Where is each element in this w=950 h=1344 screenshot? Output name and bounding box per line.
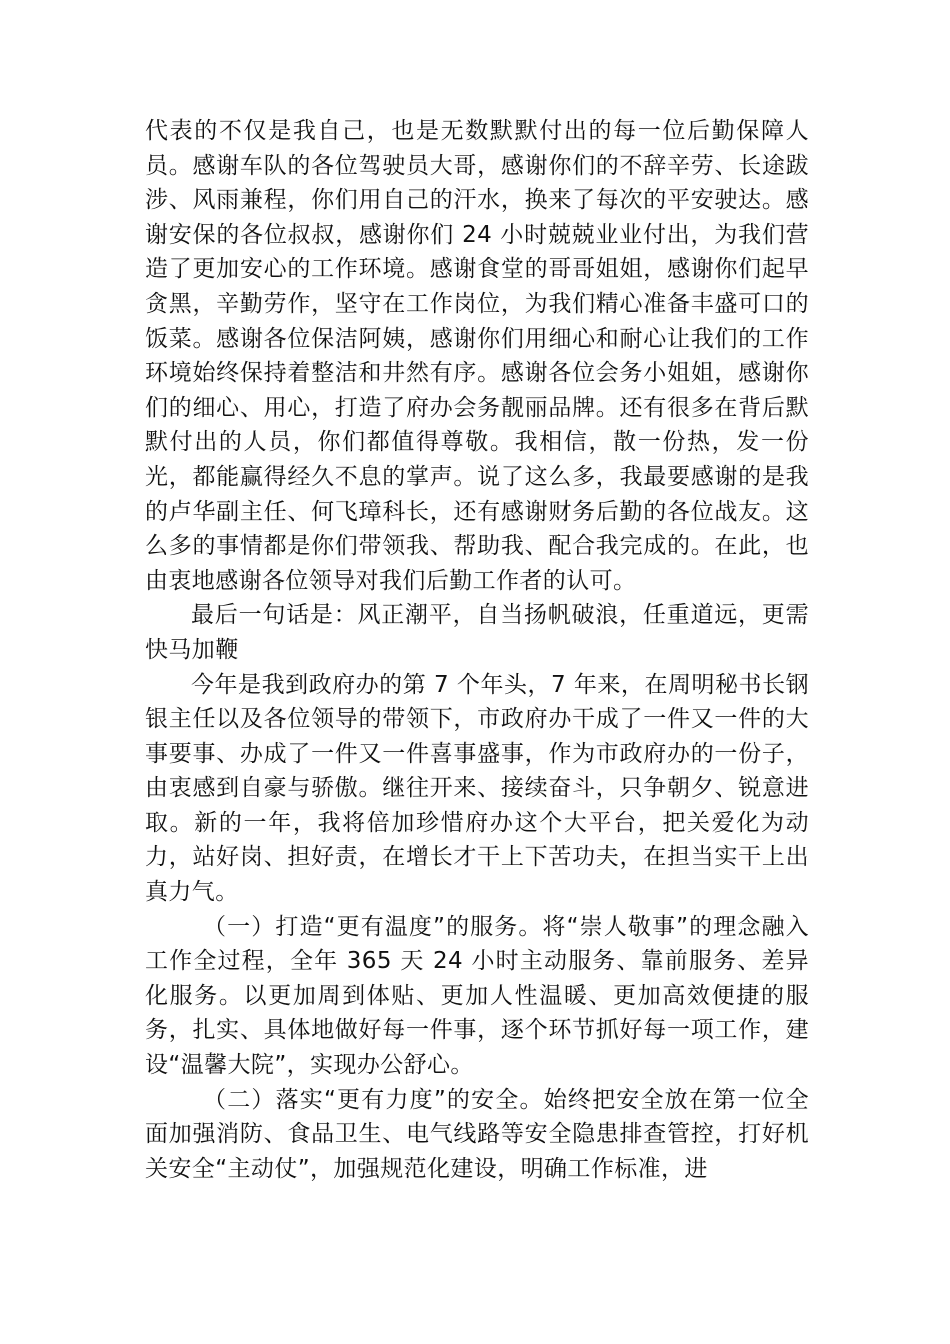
paragraph-seven-years: 今年是我到政府办的第 7 个年头，7 年来，在周明秘书长钢银主任以及各位领导的带领下，市政府办干成了一件又一件的大事要事、办成了一件又一件喜事盛事，作为市政府办的一份子，由衷感到自豪与骄傲。继往开来、接续奋斗，只争朝夕、锐意进取。新的一年，我将倍加珍惜府办这个大平台，把关爱化为动力，站好岗、担好责，在增长才干上下苦功夫，在担当实干上出真力气。: [145, 671, 809, 906]
paragraph-closing-line: 最后一句话是：风正潮平，自当扬帆破浪，任重道远，更需快马加鞭: [145, 602, 809, 663]
document-body: [145, 114, 809, 1186]
paragraph-thanks: 代表的不仅是我自己，也是无数默默付出的每一位后勤保障人员。感谢车队的各位驾驶员大哥，感谢你们的不辞辛劳、长途跋涉、风雨兼程，你们用自己的汗水，换来了每次的平安驶达。感谢安保的各位叔叔，感谢你们 24 小时兢兢业业付出，为我们营造了更加安心的工作环境。感谢食堂的哥哥姐姐，感谢你们起早贪黑，辛勤劳作，坚守在工作岗位，为我们精心准备丰盛可口的饭菜。感谢各位保洁阿姨，感谢你们用细心和耐心让我们的工作环境始终保持着整洁和井然有序。感谢各位会务小姐姐，感谢你们的细心、用心，打造了府办会务靓丽品牌。还有很多在背后默默付出的人员，你们都值得尊敬。我相信，散一份热，发一份光，都能赢得经久不息的掌声。说了这么多，我最要感谢的是我的卢华副主任、何飞璋科长，还有感谢财务后勤的各位战友。这么多的事情都是你们带领我、帮助我、配合我完成的。在此，也由衷地感谢各位领导对我们后勤工作者的认可。: [145, 118, 809, 594]
paragraph-service-plan: （一）打造“更有温度”的服务。将“崇人敬事”的理念融入工作全过程，全年 365 天 24 小时主动服务、靠前服务、差异化服务。以更加周到体贴、更加人性温暖、更加高效便捷的服务，扎实、具体地做好每一件事，逐个环节抓好每一项工作，建设“温馨大院”，实现办公舒心。: [145, 913, 809, 1079]
paragraph-safety-plan: （二）落实“更有力度”的安全。始终把安全放在第一位全面加强消防、食品卫生、电气线路等安全隐患排查管控，打好机关安全“主动仗”，加强规范化建设，明确工作标准，进: [145, 1086, 809, 1182]
